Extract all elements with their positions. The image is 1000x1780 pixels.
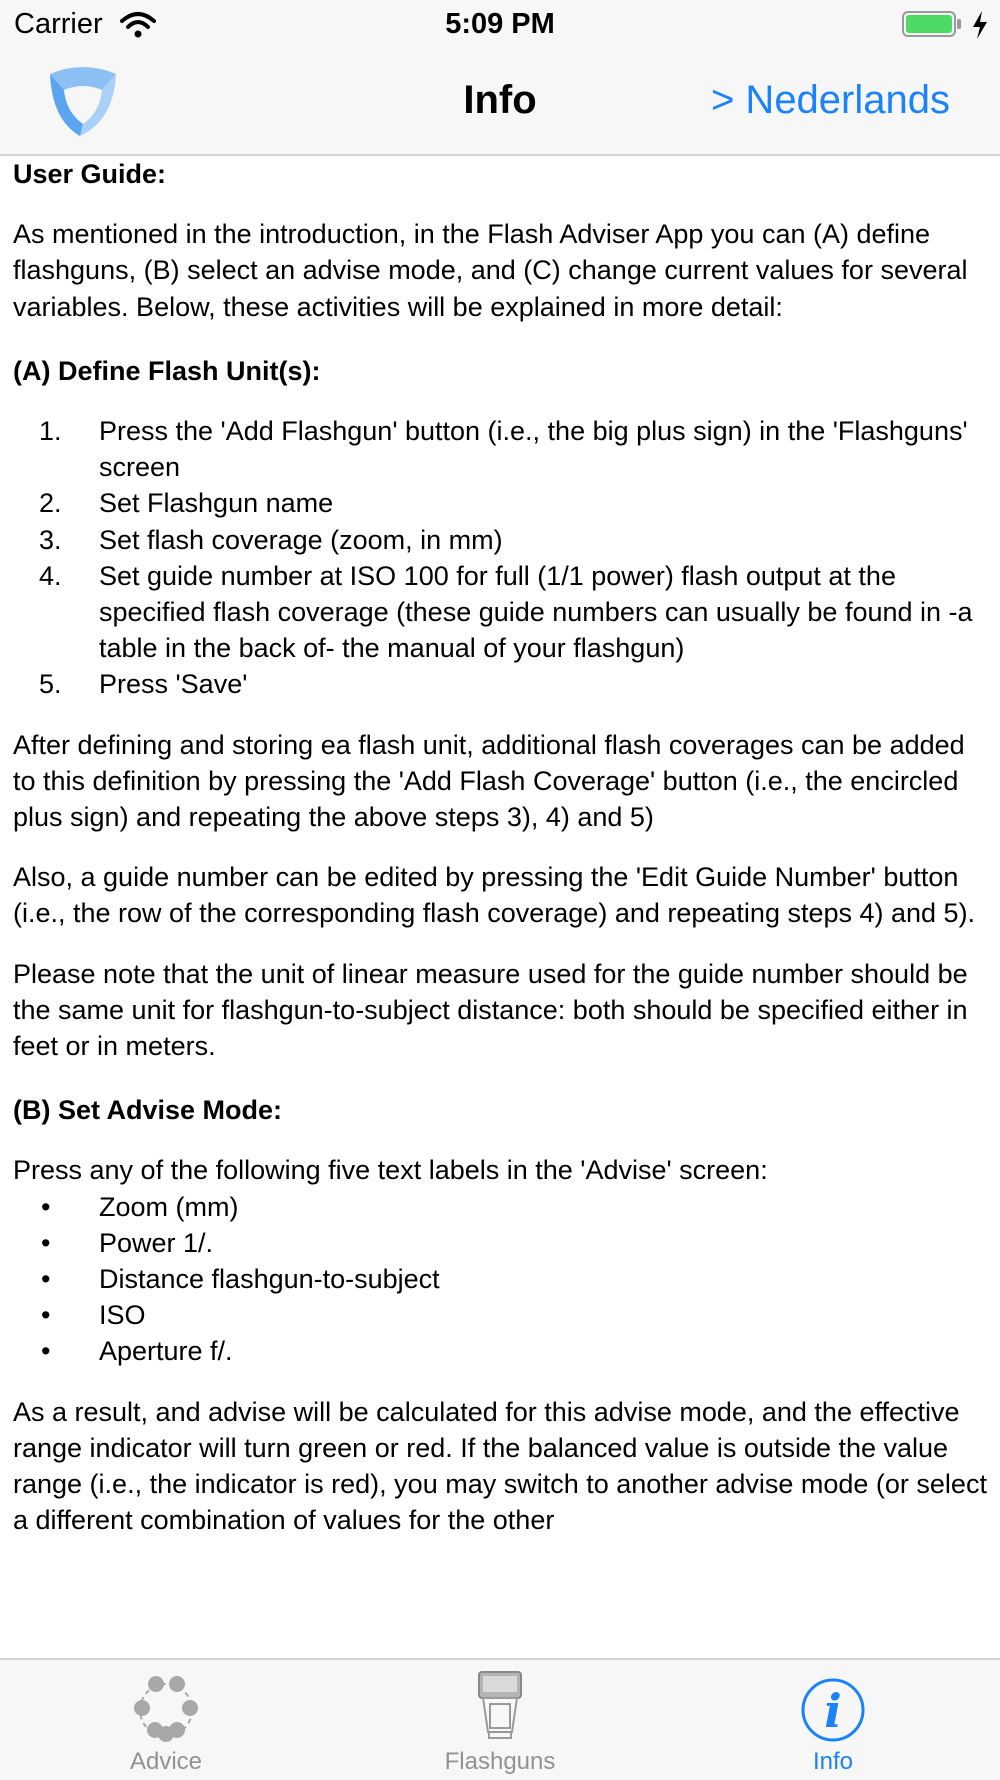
advice-icon <box>126 1670 206 1750</box>
tab-flashguns[interactable] <box>400 1660 600 1780</box>
define-steps-list <box>13 413 987 703</box>
intro-paragraph: As mentioned in the introduction, in the Flash Adviser App you can (A) define flashguns, (B) select an advise mode, and (C) change current values for several variables. Below, these activities will be explained in more detail: <box>13 219 968 322</box>
svg-text:i: i <box>824 1684 842 1738</box>
user-guide-heading: User Guide: <box>13 159 167 189</box>
page-title: Info <box>463 78 537 122</box>
list-item: 4. Set guide number at ISO 100 for full (1/1 power) flash output at the specified flash coverage (these guide numbers can usually be found in -a table in the back of- the manual of your flashgun) <box>39 560 973 664</box>
press-labels-paragraph: Press any of the following five text labels in the 'Advise' screen: <box>13 1155 768 1186</box>
list-item: • Distance flashgun-to-subject <box>41 1264 440 1295</box>
flashgun-icon <box>460 1670 540 1750</box>
navigation-bar <box>0 50 1000 156</box>
list-item: 5. Press 'Save' <box>39 669 248 700</box>
info-icon <box>793 1670 873 1750</box>
section-a-heading: (A) Define Flash Unit(s): <box>13 355 321 386</box>
status-time: 5:09 PM <box>445 8 555 40</box>
status-bar <box>0 0 1000 50</box>
unit-note-paragraph: Please note that the unit of linear measure used for the guide number should be the same unit for flashgun-to-subject distance: both should be specified either in feet or in meters. <box>13 958 968 1062</box>
info-content[interactable] <box>0 156 1000 1658</box>
advise-labels-list <box>13 1189 987 1370</box>
carrier-label: Carrier <box>14 8 103 40</box>
list-item: • ISO <box>41 1300 146 1331</box>
tab-advice[interactable] <box>66 1660 266 1780</box>
tab-info-label: Info <box>812 1748 854 1775</box>
result-paragraph: As a result, and advise will be calculated for this advise mode, and the effective range indicator will turn green or red. If the balanced value is outside the value range (i.e., the indicator is red), you may switch to another advise mode (or select a different combination of values for the other <box>13 1396 987 1536</box>
section-b-heading: (B) Set Advise Mode: <box>13 1095 283 1126</box>
list-item: • Zoom (mm) <box>41 1191 239 1222</box>
charging-bolt-icon <box>970 10 990 40</box>
list-item: 3. Set flash coverage (zoom, in mm) <box>39 524 503 555</box>
tab-advice-label: Advice <box>129 1748 203 1775</box>
list-item: 2. Set Flashgun name <box>39 488 334 519</box>
edit-guide-paragraph: Also, a guide number can be edited by pressing the 'Edit Guide Number' button (i.e., the row of the corresponding flash coverage) and repeating steps 4) and 5). <box>13 862 976 929</box>
tab-info[interactable] <box>733 1660 933 1780</box>
tab-flashguns-label: Flashguns <box>444 1748 556 1775</box>
battery-icon <box>902 11 962 37</box>
list-item: • Power 1/. <box>41 1227 214 1258</box>
list-item: • Aperture f/. <box>41 1336 233 1367</box>
language-switch-link[interactable]: > Nederlands <box>710 78 950 122</box>
list-item: 1. Press the 'Add Flashgun' button (i.e., the big plus sign) in the 'Flashguns' screen <box>39 416 968 483</box>
tab-bar <box>0 1658 1000 1780</box>
coverage-paragraph: After defining and storing ea flash unit, additional flash coverages can be added to this definition by pressing the 'Add Flash Coverage' button (i.e., the encircled plus sign) and repeating the above steps 3), 4) and 5) <box>13 729 965 833</box>
